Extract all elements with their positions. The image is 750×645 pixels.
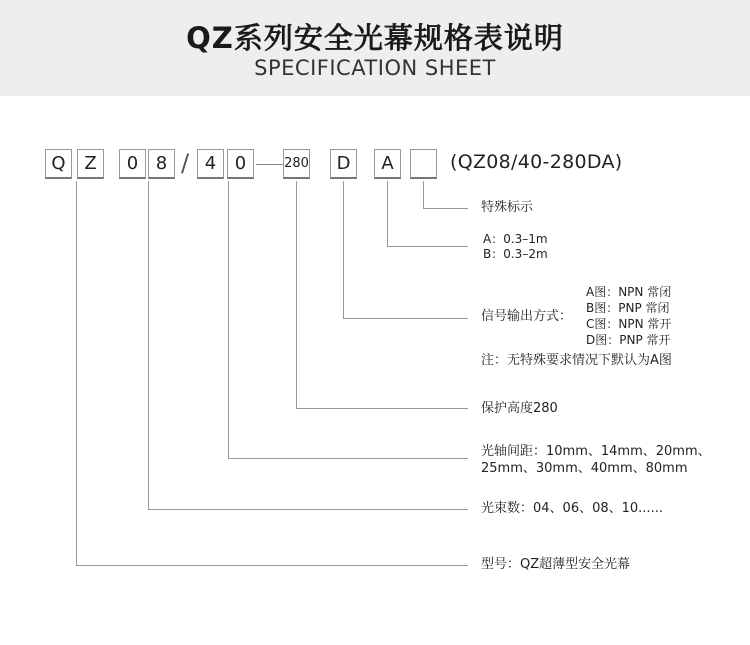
spec-beams: 光束数：04、06、08、10...... [481,501,663,516]
spec-spacing-line1: 光轴间距：10mm、14mm、20mm、 [481,444,711,459]
code-box-output: D [330,149,357,179]
spec-output-d: D图：PNP 常开 [586,333,671,347]
leader-spacing-v [228,181,229,458]
code-box-q: Q [45,149,72,179]
leader-special-h [423,208,468,209]
leader-range-h [387,246,468,247]
spec-output-label: 信号输出方式： [481,309,573,324]
spec-spacing-line2: 25mm、30mm、40mm、80mm [481,461,688,476]
leader-output-v [343,181,344,318]
leader-model-v [76,181,77,565]
leader-output-h [343,318,468,319]
code-box-beams-2: 8 [148,149,175,179]
example-code: (QZ08/40-280DA) [450,151,623,173]
code-slash: / [181,149,190,177]
code-box-beams-1: 0 [119,149,146,179]
leader-spacing-h [228,458,468,459]
header-banner [0,0,750,96]
leader-range-v [387,181,388,246]
leader-beams-h [148,509,468,510]
leader-special-v [423,181,424,208]
code-box-special [410,149,437,179]
spec-output-b: B图：PNP 常闭 [586,301,670,315]
leader-height-v [296,181,297,408]
code-box-spacing-1: 4 [197,149,224,179]
spec-special: 特殊标示 [481,200,534,215]
spec-height: 保护高度280 [481,401,558,416]
leader-model-h [76,565,468,566]
code-dash [256,164,283,165]
code-box-height: 280 [283,149,310,179]
code-box-z: Z [77,149,104,179]
code-box-range: A [374,149,401,179]
page-subtitle: SPECIFICATION SHEET [254,56,496,80]
spec-output-c: C图：NPN 常开 [586,317,672,331]
spec-range-b: B：0.3–2m [483,247,548,261]
page-title: QZ系列安全光幕规格表说明 [186,21,564,55]
code-box-spacing-2: 0 [227,149,254,179]
spec-note: 注：无特殊要求情况下默认为A图 [481,353,672,368]
spec-output-a: A图：NPN 常闭 [586,285,672,299]
leader-height-h [296,408,468,409]
spec-model: 型号：QZ超薄型安全光幕 [481,557,631,572]
spec-range-a: A：0.3–1m [483,232,548,246]
leader-beams-v [148,181,149,509]
